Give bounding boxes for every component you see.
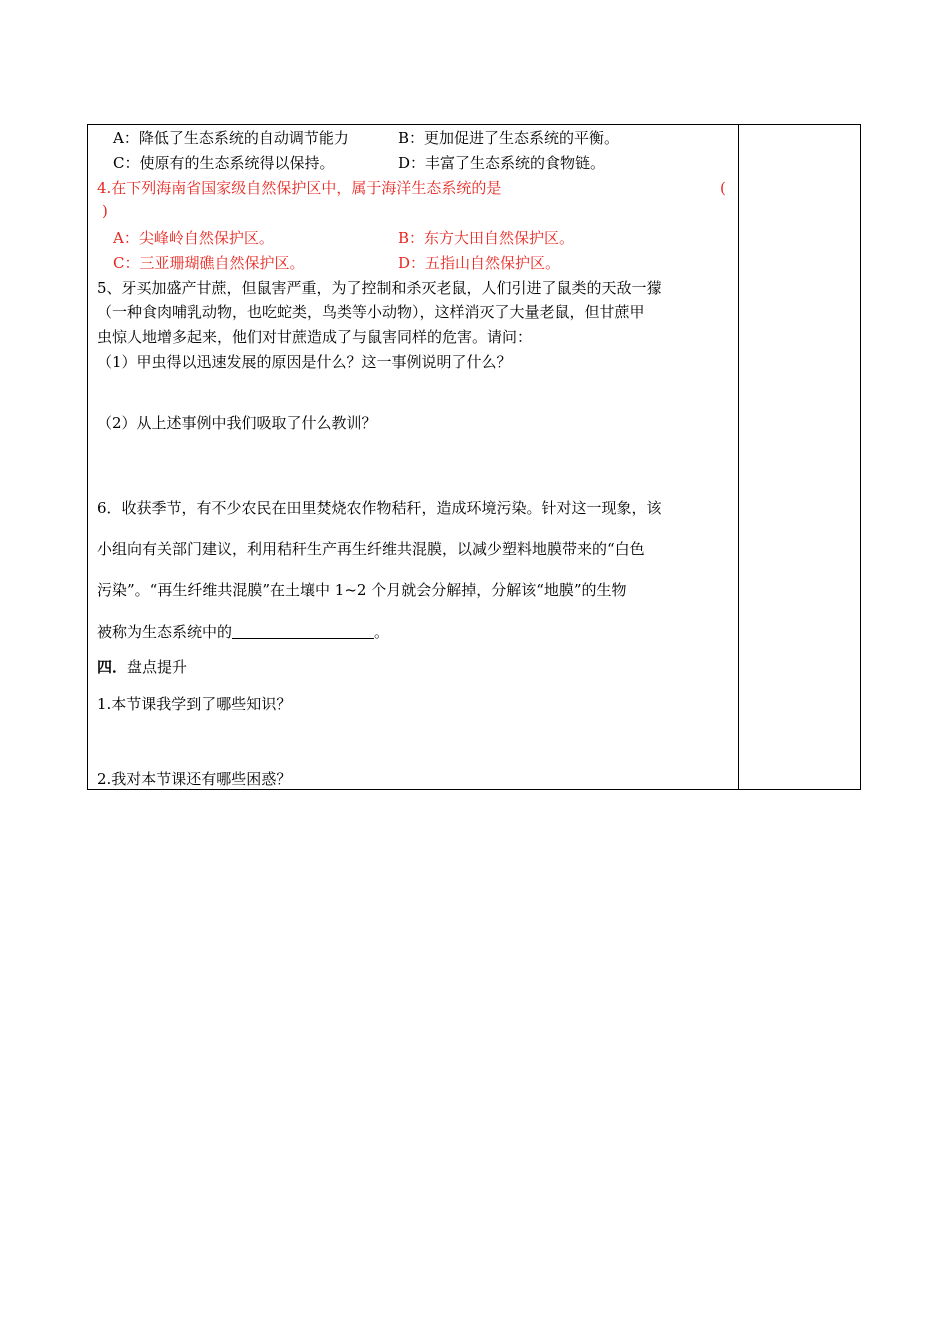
q5-line-2: （一种食肉哺乳动物，也吃蛇类，鸟类等小动物），这样消灭了大量老鼠，但甘蔗甲 xyxy=(97,303,645,321)
q6-line-4-prefix: 被称为生态系统中的 xyxy=(97,623,233,641)
q4-paren-close: ) xyxy=(102,202,108,220)
q4-stem: 4.在下列海南省国家级自然保护区中，属于海洋生态系统的是 xyxy=(97,179,502,197)
q5-sub-question-1: （1）甲虫得以迅速发展的原因是什么？这一事例说明了什么？ xyxy=(97,353,512,371)
q4-option-c: C：三亚珊瑚礁自然保护区。 xyxy=(113,254,305,272)
q6-line-4-suffix: 。 xyxy=(374,623,390,641)
q4-option-d: D：五指山自然保护区。 xyxy=(398,254,561,272)
q6-line-1: 6．收获季节，有不少农民在田里焚烧农作物秸秆，造成环境污染。针对这一现象，该 xyxy=(97,499,662,517)
q3-option-a: A：降低了生态系统的自动调节能力 xyxy=(113,129,349,147)
section-4-item-2: 2.我对本节课还有哪些困惑？ xyxy=(97,770,292,788)
q3-option-c: C：使原有的生态系统得以保持。 xyxy=(113,154,335,172)
section-4-title: 盘点提升 xyxy=(127,658,188,676)
section-4-number: 四． xyxy=(97,658,128,676)
answer-blank xyxy=(232,622,374,639)
q5-line-3: 虫惊人地增多起来，他们对甘蔗造成了与鼠害同样的危害。请问： xyxy=(97,328,533,346)
q3-option-b: B：更加促进了生态系统的平衡。 xyxy=(398,129,620,147)
q3-option-d: D：丰富了生态系统的食物链。 xyxy=(398,154,606,172)
q4-option-a: A：尖峰岭自然保护区。 xyxy=(113,229,274,247)
q5-line-1: 5、牙买加盛产甘蔗，但鼠害严重，为了控制和杀灭老鼠，人们引进了鼠类的天敌一獴 xyxy=(97,279,662,297)
section-4-heading xyxy=(97,657,187,677)
section-4-item-1: 1.本节课我学到了哪些知识？ xyxy=(97,695,292,713)
q5-sub-question-2: （2）从上述事例中我们吸取了什么教训？ xyxy=(97,414,377,432)
q4-paren-open: ( xyxy=(720,179,726,197)
q4-option-b: B：东方大田自然保护区。 xyxy=(398,229,575,247)
column-divider xyxy=(738,124,739,790)
q6-line-3: 污染”。“再生纤维共混膜”在土壤中 1~2 个月就会分解掉，分解该“地膜”的生物 xyxy=(97,581,627,599)
table-frame xyxy=(87,124,861,790)
q6-line-4 xyxy=(97,622,389,642)
q6-line-2: 小组向有关部门建议，利用秸秆生产再生纤维共混膜，以减少塑料地膜带来的“白色 xyxy=(97,540,645,558)
